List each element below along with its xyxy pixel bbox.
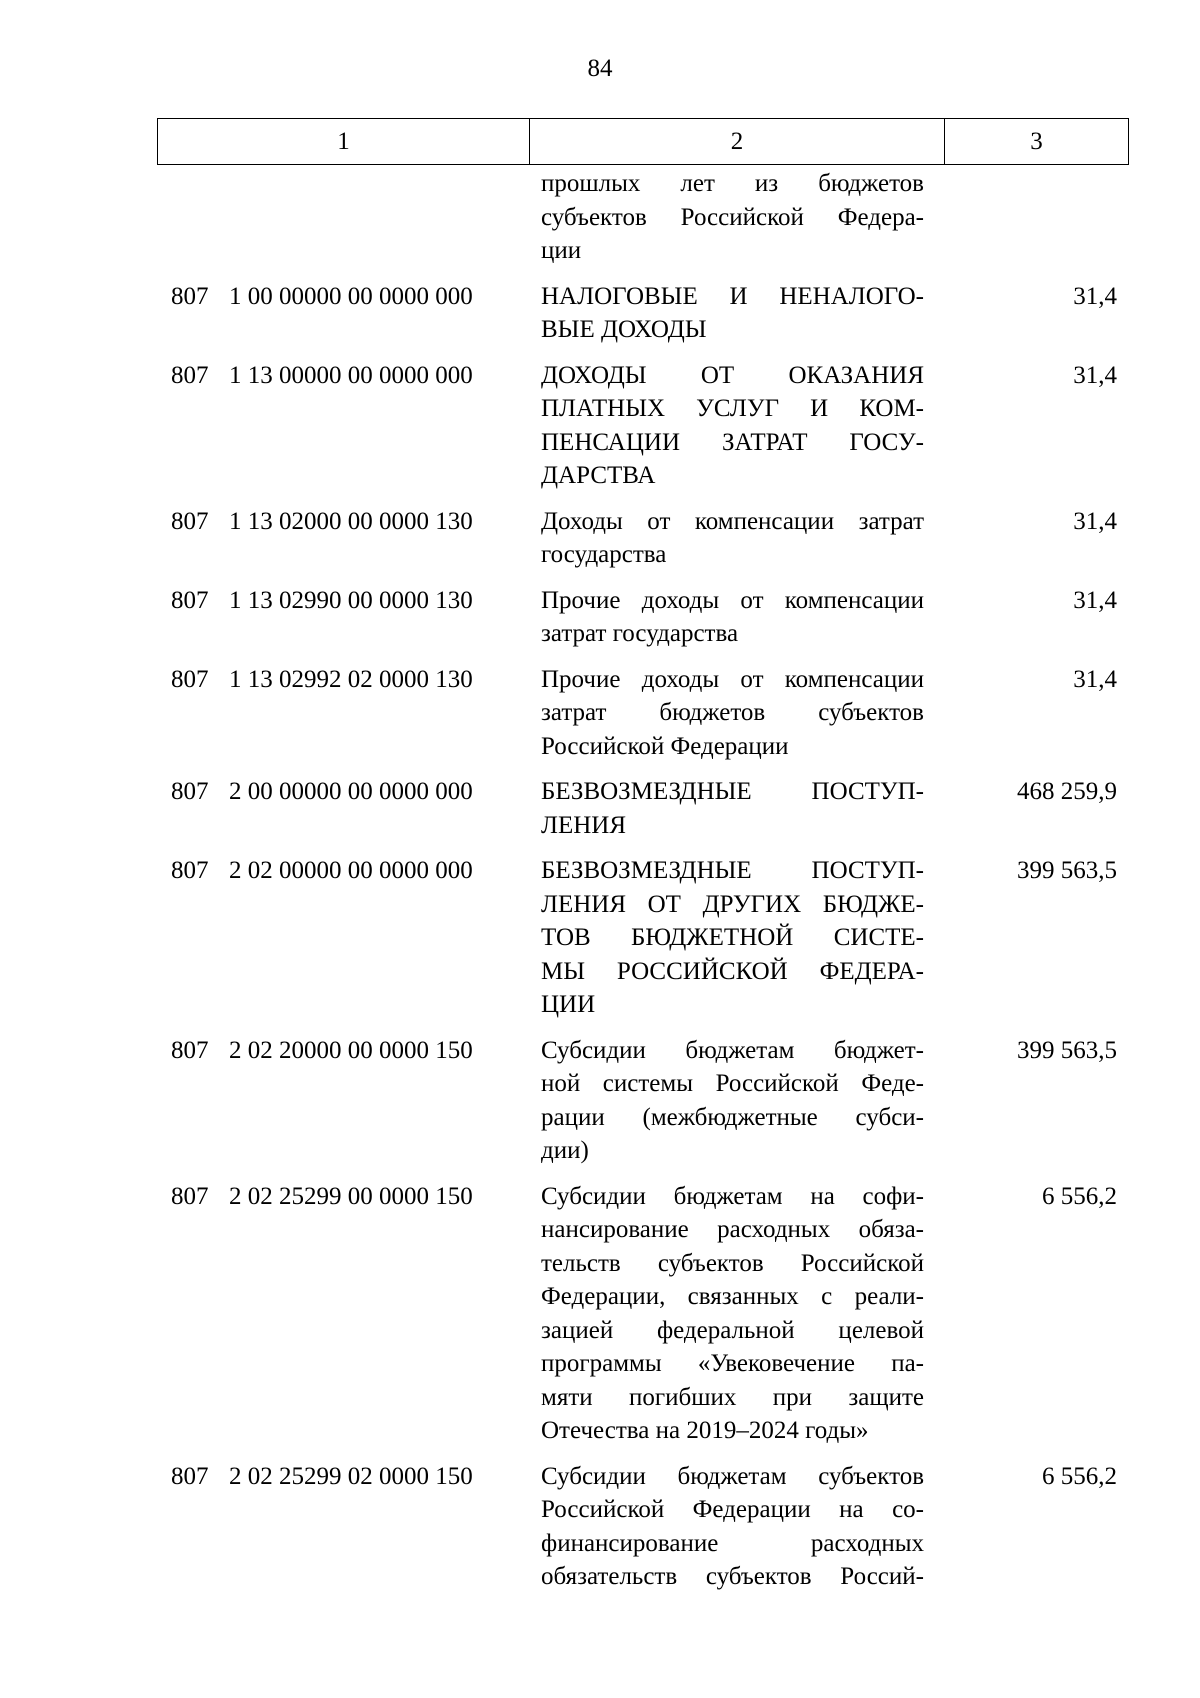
table-row [157,1034,1129,1168]
row-code: 807 [171,586,209,614]
row-sum: 31,4 [1073,361,1117,389]
row-name [541,584,924,651]
name-line: ДАРСТВА [541,462,656,489]
row-kbk: 2 00 00000 00 0000 000 [229,778,473,805]
name-line: Отечества на 2019–2024 годы» [541,1417,869,1444]
name-line: Субсидии бюджетам бюджет- [541,1036,924,1064]
row-code: 807 [171,1036,209,1064]
row-sum: 399 563,5 [1017,857,1117,884]
row-sum: 31,4 [1073,586,1117,614]
table-row [157,775,1129,842]
name-line: ВЫЕ ДОХОДЫ [541,316,707,343]
table-row [157,1180,1129,1448]
row-kbk: 1 13 02990 00 0000 130 [229,586,473,614]
name-line: ТОВ БЮДЖЕТНОЙ СИСТЕ- [541,924,924,951]
name-line: затрат государства [541,620,739,647]
row-name [541,854,924,1022]
row-kbk [224,167,529,268]
row-sum: 399 563,5 [1017,1036,1117,1064]
row-name [541,775,924,842]
header-col-2: 2 [530,119,945,164]
row-sum: 6 556,2 [1042,1462,1117,1490]
name-line: БЕЗВОЗМЕЗДНЫЕ ПОСТУП- [541,857,924,884]
row-code: 807 [171,361,209,389]
table-row [157,854,1129,1022]
name-line: Прочие доходы от компенсации [541,665,924,693]
name-line: ПЕНСАЦИИ ЗАТРАТ ГОСУ- [541,428,924,456]
header-col-3: 3 [1030,127,1043,155]
row-kbk: 1 00 00000 00 0000 000 [229,282,473,310]
name-line: прошлых лет из бюджетов [541,170,924,197]
row-code: 807 [171,857,209,884]
name-line: финансирование расходных [541,1529,924,1557]
table-row [157,584,1129,651]
row-kbk: 2 02 25299 02 0000 150 [229,1462,473,1490]
row-kbk: 2 02 20000 00 0000 150 [229,1036,473,1064]
table-row [157,663,1129,764]
name-line: ПЛАТНЫХ УСЛУГ И КОМ- [541,395,924,422]
row-code: 807 [171,1182,209,1210]
name-line: Доходы от компенсации затрат [541,507,924,535]
name-line: Субсидии бюджетам субъектов [541,1462,924,1490]
row-sum: 468 259,9 [1017,778,1117,805]
name-line: ЦИИ [541,991,596,1018]
row-name [541,1180,924,1448]
name-line: МЫ РОССИЙСКОЙ ФЕДЕРА- [541,957,924,985]
table-row [157,505,1129,572]
page-number: 84 [587,55,613,82]
row-name [541,1460,924,1594]
name-line: мяти погибших при защите [541,1383,924,1411]
table-body [157,167,1129,1606]
name-line: ЛЕНИЯ ОТ ДРУГИХ БЮДЖЕ- [541,890,924,918]
row-kbk: 2 02 00000 00 0000 000 [229,857,473,884]
row-code: 807 [171,1462,209,1490]
name-line: Федерации, связанных с реали- [541,1283,924,1310]
name-line: государства [541,541,667,568]
name-line: программы «Увековечение па- [541,1350,924,1377]
row-code: 807 [171,778,209,805]
name-line: НАЛОГОВЫЕ И НЕНАЛОГО- [541,282,924,310]
row-name [541,167,924,268]
row-code: 807 [171,507,209,535]
table-row-continuation [157,167,1129,268]
name-line: БЕЗВОЗМЕЗДНЫЕ ПОСТУП- [541,778,924,805]
name-line: зацией федеральной целевой [541,1316,924,1344]
row-sum: 31,4 [1073,507,1117,535]
row-sum: 31,4 [1073,282,1117,310]
name-line: ДОХОДЫ ОТ ОКАЗАНИЯ [541,361,924,389]
name-line: нансирование расходных обяза- [541,1216,924,1243]
name-line: ЛЕНИЯ [541,811,627,839]
row-kbk: 1 13 02000 00 0000 130 [229,507,473,535]
row-name [541,663,924,764]
name-line: Субсидии бюджетам на софи- [541,1182,924,1210]
row-kbk: 1 13 02992 02 0000 130 [229,665,473,693]
name-line: тельств субъектов Российской [541,1249,924,1277]
name-line: обязательств субъектов Россий- [541,1563,924,1590]
row-name [541,359,924,493]
row-code: 807 [171,282,209,310]
name-line: рации (межбюджетные субси- [541,1103,924,1131]
name-line: Прочие доходы от компенсации [541,586,924,614]
row-kbk: 1 13 00000 00 0000 000 [229,361,473,389]
row-sum: 31,4 [1073,665,1117,693]
table-row [157,359,1129,493]
row-name [541,1034,924,1168]
header-col-1: 1 [158,119,530,164]
name-line: затрат бюджетов субъектов [541,699,924,726]
row-code [157,167,224,268]
name-line: ной системы Российской Феде- [541,1070,924,1097]
row-sum: 6 556,2 [1042,1182,1117,1210]
row-code: 807 [171,665,209,693]
table-row [157,1460,1129,1594]
name-line: дии) [541,1137,589,1164]
row-name [541,280,924,347]
table-header [157,118,1129,165]
table-row [157,280,1129,347]
name-line: Российской Федерации [541,732,789,760]
row-sum [924,167,1129,268]
name-line: субъектов Российской Федера- [541,203,924,231]
name-line: Российской Федерации на со- [541,1496,924,1523]
row-kbk: 2 02 25299 00 0000 150 [229,1182,473,1210]
row-name [541,505,924,572]
name-line: ции [541,237,582,264]
